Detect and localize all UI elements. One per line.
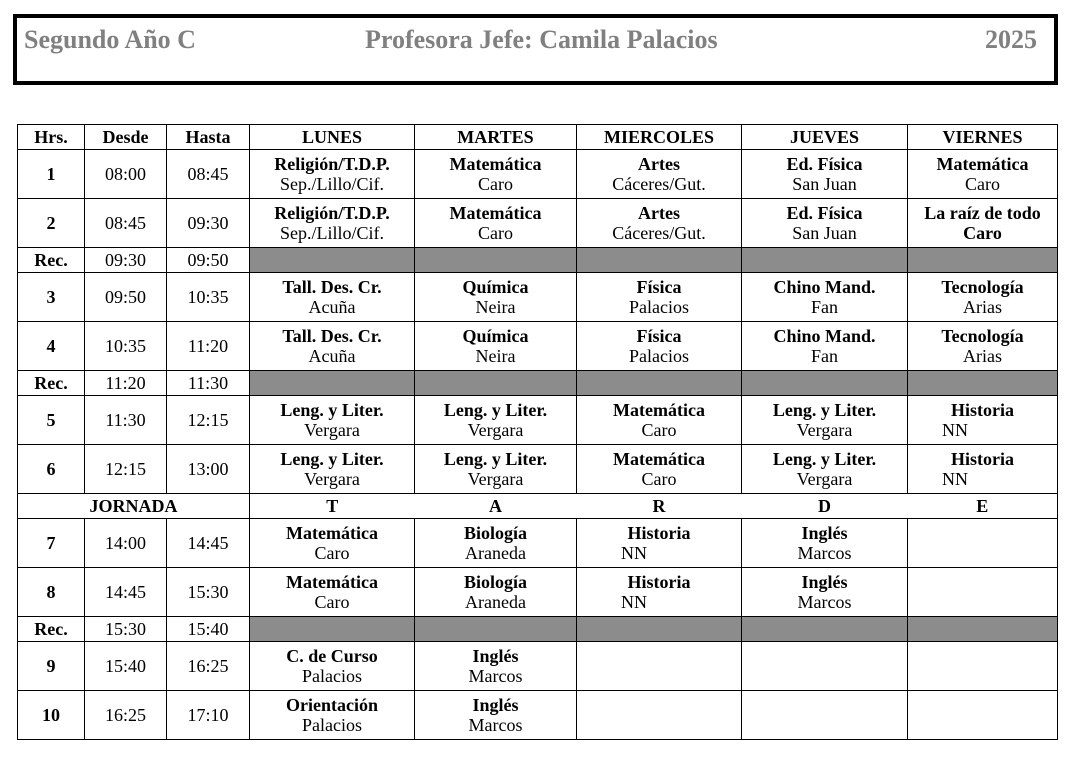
- recess-label: Rec.: [18, 617, 85, 642]
- teacher: Caro: [963, 223, 1002, 243]
- subject: Física: [636, 326, 682, 346]
- end-time: 15:40: [167, 617, 250, 642]
- end-time: 08:45: [167, 150, 250, 199]
- period-row: [18, 691, 1058, 740]
- teacher: San Juan: [792, 223, 857, 243]
- recess-row: [18, 617, 1058, 642]
- subject: Inglés: [472, 695, 519, 715]
- class-cell: [415, 199, 577, 248]
- teacher: Vergara: [467, 469, 524, 489]
- empty-cell: [908, 519, 1058, 568]
- col-header: Hrs.: [18, 125, 85, 150]
- period-row: [18, 445, 1058, 494]
- period-number: 2: [18, 199, 85, 248]
- jornada-letter: R: [577, 494, 742, 519]
- period-number: 1: [18, 150, 85, 199]
- teacher: NN: [942, 469, 968, 489]
- recess-cell: [577, 248, 742, 273]
- period-number: 6: [18, 445, 85, 494]
- subject: Tecnología: [941, 326, 1024, 346]
- teacher: Neira: [475, 346, 516, 366]
- subject: Artes: [638, 203, 680, 223]
- start-time: 16:25: [85, 691, 167, 740]
- end-time: 11:30: [167, 371, 250, 396]
- teacher: Vergara: [304, 469, 360, 489]
- subject: Artes: [638, 154, 680, 174]
- jornada-label: JORNADA: [18, 494, 250, 519]
- subject: Química: [462, 326, 529, 346]
- end-time: 09:30: [167, 199, 250, 248]
- class-cell: [742, 568, 908, 617]
- teacher: Araneda: [465, 543, 526, 563]
- subject: Historia: [627, 523, 691, 543]
- teacher: Vergara: [796, 420, 853, 440]
- teacher: Caro: [641, 469, 677, 489]
- teacher: Marcos: [797, 592, 852, 612]
- end-time: 09:50: [167, 248, 250, 273]
- teacher: Caro: [314, 592, 350, 612]
- head-teacher: Profesora Jefe: Camila Palacios: [365, 25, 718, 54]
- end-time: 11:20: [167, 322, 250, 371]
- end-time: 15:30: [167, 568, 250, 617]
- class-cell: [577, 150, 742, 199]
- col-header: Hasta: [167, 125, 250, 150]
- col-header: JUEVES: [742, 125, 908, 150]
- class-cell: [415, 150, 577, 199]
- class-cell: [415, 568, 577, 617]
- start-time: 14:00: [85, 519, 167, 568]
- period-row: [18, 199, 1058, 248]
- period-row: [18, 642, 1058, 691]
- subject: Inglés: [801, 523, 848, 543]
- recess-cell: [415, 248, 577, 273]
- period-number: 9: [18, 642, 85, 691]
- class-cell: [908, 396, 1058, 445]
- jornada-letter: A: [415, 494, 577, 519]
- teacher: Arias: [963, 297, 1002, 317]
- class-cell: [577, 396, 742, 445]
- class-cell: [250, 568, 415, 617]
- jornada-letter: T: [250, 494, 415, 519]
- recess-cell: [250, 617, 415, 642]
- teacher: Vergara: [467, 420, 524, 440]
- class-cell: [577, 273, 742, 322]
- class-cell: [250, 199, 415, 248]
- subject: Tecnología: [941, 277, 1024, 297]
- teacher: Marcos: [797, 543, 852, 563]
- recess-cell: [742, 617, 908, 642]
- recess-label: Rec.: [18, 371, 85, 396]
- col-header: MIERCOLES: [577, 125, 742, 150]
- period-row: [18, 396, 1058, 445]
- end-time: 13:00: [167, 445, 250, 494]
- subject: Leng. y Liter.: [772, 449, 877, 469]
- recess-cell: [908, 617, 1058, 642]
- header-row: [18, 125, 1058, 150]
- class-cell: [742, 150, 908, 199]
- period-row: [18, 150, 1058, 199]
- teacher: Caro: [478, 174, 513, 194]
- start-time: 08:45: [85, 199, 167, 248]
- period-number: 5: [18, 396, 85, 445]
- teacher: Marcos: [468, 666, 523, 686]
- subject: Historia: [627, 572, 691, 592]
- header-box: [13, 14, 1058, 85]
- empty-cell: [577, 642, 742, 691]
- subject: Leng. y Liter.: [443, 400, 548, 420]
- class-cell: [250, 691, 415, 740]
- class-cell: [250, 396, 415, 445]
- class-cell: [415, 519, 577, 568]
- subject: Biología: [463, 523, 527, 543]
- teacher: Arias: [963, 346, 1002, 366]
- period-number: 8: [18, 568, 85, 617]
- class-cell: [415, 273, 577, 322]
- start-time: 10:35: [85, 322, 167, 371]
- teacher: NN: [942, 420, 968, 440]
- subject: Matemática: [286, 572, 378, 592]
- empty-cell: [908, 642, 1058, 691]
- class-cell: [250, 322, 415, 371]
- class-cell: [415, 642, 577, 691]
- subject: Ed. Física: [786, 154, 863, 174]
- class-cell: [577, 519, 742, 568]
- recess-cell: [415, 371, 577, 396]
- subject: Matemática: [449, 203, 542, 223]
- class-cell: [908, 273, 1058, 322]
- course-title: Segundo Año C: [24, 25, 196, 54]
- class-cell: [742, 445, 908, 494]
- class-cell: [908, 322, 1058, 371]
- class-cell: [908, 199, 1058, 248]
- school-year: 2025: [985, 25, 1037, 54]
- end-time: 17:10: [167, 691, 250, 740]
- class-cell: [742, 199, 908, 248]
- start-time: 09:30: [85, 248, 167, 273]
- recess-cell: [742, 371, 908, 396]
- recess-cell: [415, 617, 577, 642]
- teacher: Caro: [641, 420, 677, 440]
- class-cell: [415, 322, 577, 371]
- class-cell: [415, 691, 577, 740]
- teacher: Caro: [965, 174, 1000, 194]
- period-number: 3: [18, 273, 85, 322]
- subject: Leng. y Liter.: [443, 449, 548, 469]
- col-header: LUNES: [250, 125, 415, 150]
- subject: Matemática: [613, 400, 705, 420]
- class-cell: [250, 445, 415, 494]
- class-cell: [742, 273, 908, 322]
- recess-row: [18, 248, 1058, 273]
- col-header: VIERNES: [908, 125, 1058, 150]
- teacher: Araneda: [465, 592, 526, 612]
- subject: Matemática: [936, 154, 1029, 174]
- teacher: Palacios: [302, 715, 362, 735]
- subject: Leng. y Liter.: [772, 400, 877, 420]
- start-time: 15:30: [85, 617, 167, 642]
- period-row: [18, 568, 1058, 617]
- start-time: 15:40: [85, 642, 167, 691]
- teacher: Sep./Lillo/Cif.: [279, 174, 384, 194]
- teacher: Fan: [811, 297, 838, 317]
- start-time: 08:00: [85, 150, 167, 199]
- class-cell: [250, 273, 415, 322]
- col-header: MARTES: [415, 125, 577, 150]
- period-row: [18, 322, 1058, 371]
- recess-cell: [742, 248, 908, 273]
- afternoon-divider-row: [18, 494, 1058, 519]
- subject: Matemática: [449, 154, 542, 174]
- subject: Química: [462, 277, 529, 297]
- class-cell: [250, 642, 415, 691]
- subject: C. de Curso: [286, 646, 378, 666]
- subject: Biología: [463, 572, 527, 592]
- subject: Matemática: [613, 449, 705, 469]
- subject: Leng. y Liter.: [280, 449, 384, 469]
- class-cell: [577, 322, 742, 371]
- subject: Chino Mand.: [773, 326, 876, 346]
- teacher: Palacios: [629, 297, 689, 317]
- teacher: Cáceres/Gut.: [612, 174, 706, 194]
- empty-cell: [742, 691, 908, 740]
- subject: Historia: [951, 400, 1014, 420]
- recess-cell: [908, 248, 1058, 273]
- class-cell: [908, 150, 1058, 199]
- start-time: 09:50: [85, 273, 167, 322]
- period-number: 10: [18, 691, 85, 740]
- class-cell: [415, 396, 577, 445]
- subject: Matemática: [286, 523, 378, 543]
- col-header: Desde: [85, 125, 167, 150]
- recess-cell: [577, 617, 742, 642]
- teacher: San Juan: [792, 174, 857, 194]
- period-row: [18, 519, 1058, 568]
- start-time: 11:20: [85, 371, 167, 396]
- class-cell: [742, 322, 908, 371]
- subject: Inglés: [472, 646, 519, 666]
- end-time: 12:15: [167, 396, 250, 445]
- teacher: NN: [621, 543, 647, 563]
- subject: Tall. Des. Cr.: [282, 326, 382, 346]
- teacher: Palacios: [629, 346, 689, 366]
- class-cell: [577, 445, 742, 494]
- teacher: Vergara: [304, 420, 360, 440]
- start-time: 11:30: [85, 396, 167, 445]
- subject: Orientación: [286, 695, 378, 715]
- subject: Tall. Des. Cr.: [282, 277, 382, 297]
- empty-cell: [577, 691, 742, 740]
- recess-row: [18, 371, 1058, 396]
- class-cell: [742, 396, 908, 445]
- class-cell: [742, 519, 908, 568]
- subject: La raíz de todo: [924, 203, 1041, 223]
- start-time: 12:15: [85, 445, 167, 494]
- empty-cell: [742, 642, 908, 691]
- end-time: 10:35: [167, 273, 250, 322]
- period-number: 7: [18, 519, 85, 568]
- jornada-letter: D: [742, 494, 908, 519]
- recess-cell: [250, 371, 415, 396]
- class-cell: [577, 568, 742, 617]
- recess-cell: [250, 248, 415, 273]
- subject: Inglés: [801, 572, 848, 592]
- teacher: Fan: [811, 346, 838, 366]
- subject: Historia: [951, 449, 1014, 469]
- class-cell: [415, 445, 577, 494]
- recess-cell: [908, 371, 1058, 396]
- teacher: Palacios: [302, 666, 362, 686]
- class-cell: [577, 199, 742, 248]
- subject: Religión/T.D.P.: [274, 154, 390, 174]
- jornada-letter: E: [908, 494, 1058, 519]
- end-time: 16:25: [167, 642, 250, 691]
- teacher: Acuña: [308, 346, 356, 366]
- end-time: 14:45: [167, 519, 250, 568]
- teacher: Sep./Lillo/Cif.: [279, 223, 384, 243]
- teacher: Cáceres/Gut.: [612, 223, 706, 243]
- empty-cell: [908, 568, 1058, 617]
- teacher: Neira: [475, 297, 516, 317]
- recess-cell: [577, 371, 742, 396]
- subject: Leng. y Liter.: [280, 400, 384, 420]
- teacher: Caro: [478, 223, 513, 243]
- empty-cell: [908, 691, 1058, 740]
- class-cell: [250, 150, 415, 199]
- subject: Chino Mand.: [773, 277, 876, 297]
- teacher: Acuña: [308, 297, 356, 317]
- subject: Ed. Física: [786, 203, 863, 223]
- schedule-table: [17, 124, 1058, 740]
- subject: Física: [636, 277, 682, 297]
- teacher: Caro: [314, 543, 350, 563]
- class-cell: [250, 519, 415, 568]
- subject: Religión/T.D.P.: [274, 203, 390, 223]
- period-row: [18, 273, 1058, 322]
- recess-label: Rec.: [18, 248, 85, 273]
- class-cell: [908, 445, 1058, 494]
- teacher: Vergara: [796, 469, 853, 489]
- teacher: Marcos: [468, 715, 523, 735]
- teacher: NN: [621, 592, 647, 612]
- period-number: 4: [18, 322, 85, 371]
- start-time: 14:45: [85, 568, 167, 617]
